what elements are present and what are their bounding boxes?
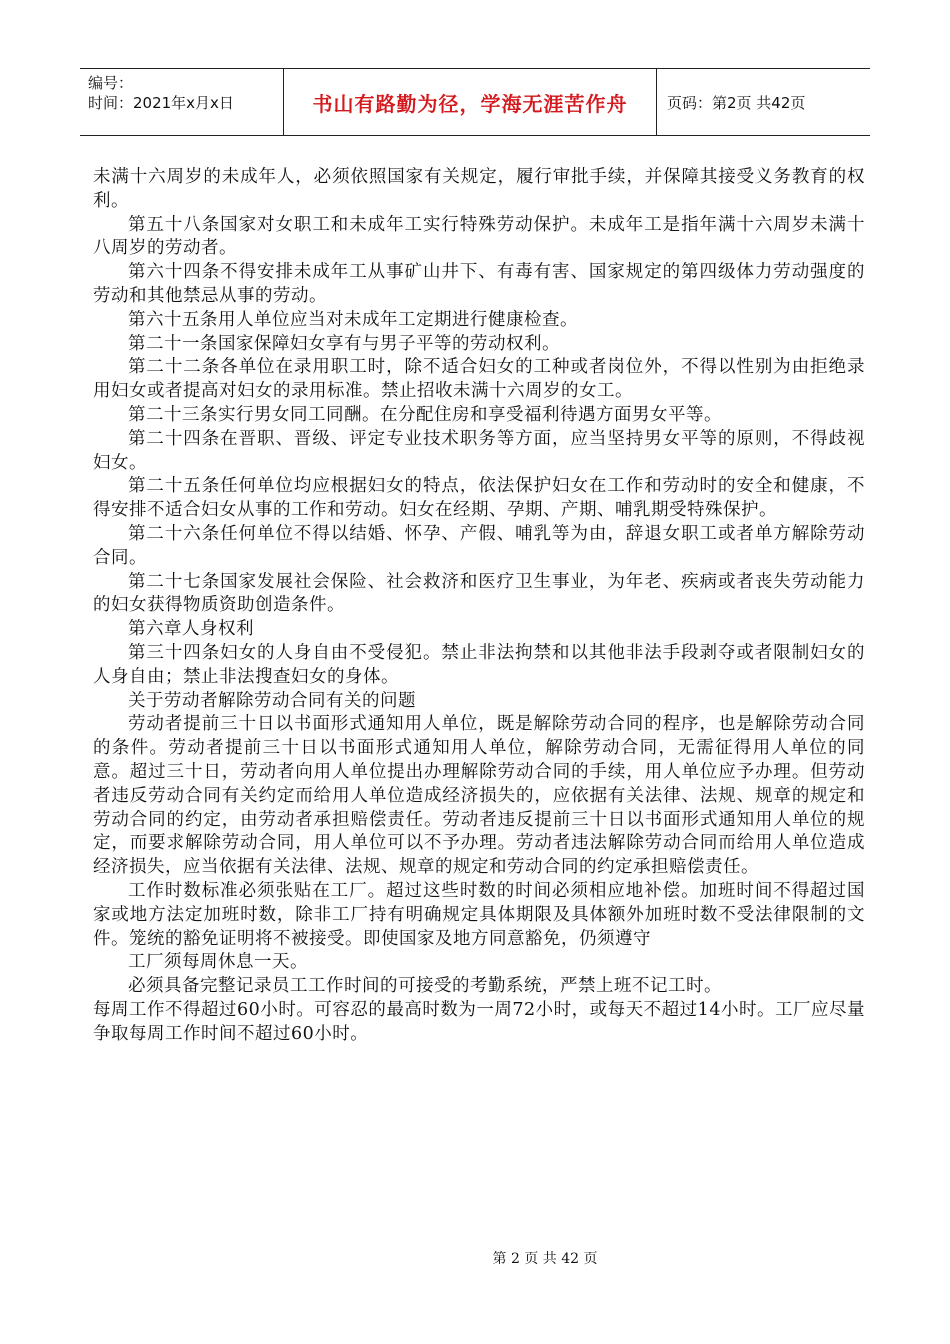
motto-text: 书山有路勤为径，学海无涯苦作舟	[312, 91, 628, 116]
body-paragraph: 工作时数标准必须张贴在工厂。超过这些时数的时间必须相应地补偿。加班时间不得超过国家或地方法定加班时数，除非工厂持有明确规定具体期限及具体额外加班时数不受法律限制的文件。笼统的豁免证明将不被接受。即使国家及地方同意豁免，仍须遵守	[93, 880, 865, 949]
body-paragraph: 第二十一条国家保障妇女享有与男子平等的劳动权利。	[128, 333, 560, 354]
body-paragraph: 第六十五条用人单位应当对未成年工定期进行健康检查。	[128, 309, 578, 330]
body-paragraph: 必须具备完整记录员工工作时间的可接受的考勤系统，严禁上班不记工时。	[128, 976, 722, 997]
body-paragraph: 第六十四条不得安排未成年工从事矿山井下、有毒有害、国家规定的第四级体力劳动强度的劳动和其他禁忌从事的劳动。	[93, 262, 865, 306]
body-paragraph: 工厂须每周休息一天。	[128, 952, 308, 973]
header-meta	[80, 69, 284, 135]
document-number: 编号：	[88, 74, 134, 92]
body-paragraph: 第二十六条任何单位不得以结婚、怀孕、产假、哺乳等为由，辞退女职工或者单方解除劳动合同。	[93, 523, 865, 568]
body-paragraph: 劳动者提前三十日以书面形式通知用人单位，既是解除劳动合同的程序，也是解除劳动合同的条件。劳动者提前三十日以书面形式通知用人单位，解除劳动合同，无需征得用人单位的同意。超过三十日，劳动者向用人单位提出办理解除劳动合同的手续，用人单位应予办理。但劳动者违反劳动合同有关约定而给用人单位造成经济损失的，应依据有关法律、法规、规章的规定和劳动合同的约定，由劳动者承担赔偿责任。劳动者违反提前三十日以书面形式通知用人单位的规定，而要求解除劳动合同，用人单位可以不予办理。劳动者违法解除劳动合同而给用人单位造成经济损失，应当依据有关法律、法规、规章的规定和劳动合同的约定承担赔偿责任。	[93, 714, 865, 878]
body-paragraph: 第三十四条妇女的人身自由不受侵犯。禁止非法拘禁和以其他非法手段剥夺或者限制妇女的人身自由；禁止非法搜查妇女的身体。	[93, 642, 865, 687]
body-paragraph: 第二十四条在晋职、晋级、评定专业技术职务等方面，应当坚持男女平等的原则，不得歧视妇女。	[93, 428, 865, 473]
body-paragraph: 第二十三条实行男女同工同酬。在分配住房和享受福利待遇方面男女平等。	[128, 404, 722, 425]
page-footer: 第 2 页 共 42 页	[492, 1251, 598, 1267]
body-paragraph: 第二十二条各单位在录用职工时，除不适合妇女的工种或者岗位外，不得以性别为由拒绝录用妇女或者提高对妇女的录用标准。禁止招收未满十六周岁的女工。	[93, 357, 865, 402]
body-paragraph: 第五十八条国家对女职工和未成年工实行特殊劳动保护。未成年工是指年满十六周岁未满十八周岁的劳动者。	[93, 214, 865, 259]
page-header	[80, 68, 870, 136]
header-page-cell	[657, 69, 870, 135]
body-paragraph: 关于劳动者解除劳动合同有关的问题	[128, 690, 416, 711]
document-date: 时间：2021年x月x日	[88, 94, 234, 112]
document-body	[93, 166, 865, 1046]
body-paragraph: 未满十六周岁的未成年人，必须依照国家有关规定，履行审批手续，并保障其接受义务教育的权利。	[93, 167, 865, 211]
body-paragraph: 第六章人身权利	[128, 619, 254, 640]
body-paragraph: 第二十七条国家发展社会保险、社会救济和医疗卫生事业，为年老、疾病或者丧失劳动能力的妇女获得物质资助创造条件。	[93, 571, 865, 616]
header-page-number: 页码：第2页 共42页	[667, 93, 806, 112]
header-motto-cell	[284, 69, 657, 135]
body-paragraph: 每周工作不得超过60小时。可容忍的最高时数为一周72小时，或每天不超过14小时。工厂应尽量争取每周工作时间不超过60小时。	[93, 999, 865, 1044]
body-paragraph: 第二十五条任何单位均应根据妇女的特点，依法保护妇女在工作和劳动时的安全和健康，不得安排不适合妇女从事的工作和劳动。妇女在经期、孕期、产期、哺乳期受特殊保护。	[93, 476, 865, 521]
